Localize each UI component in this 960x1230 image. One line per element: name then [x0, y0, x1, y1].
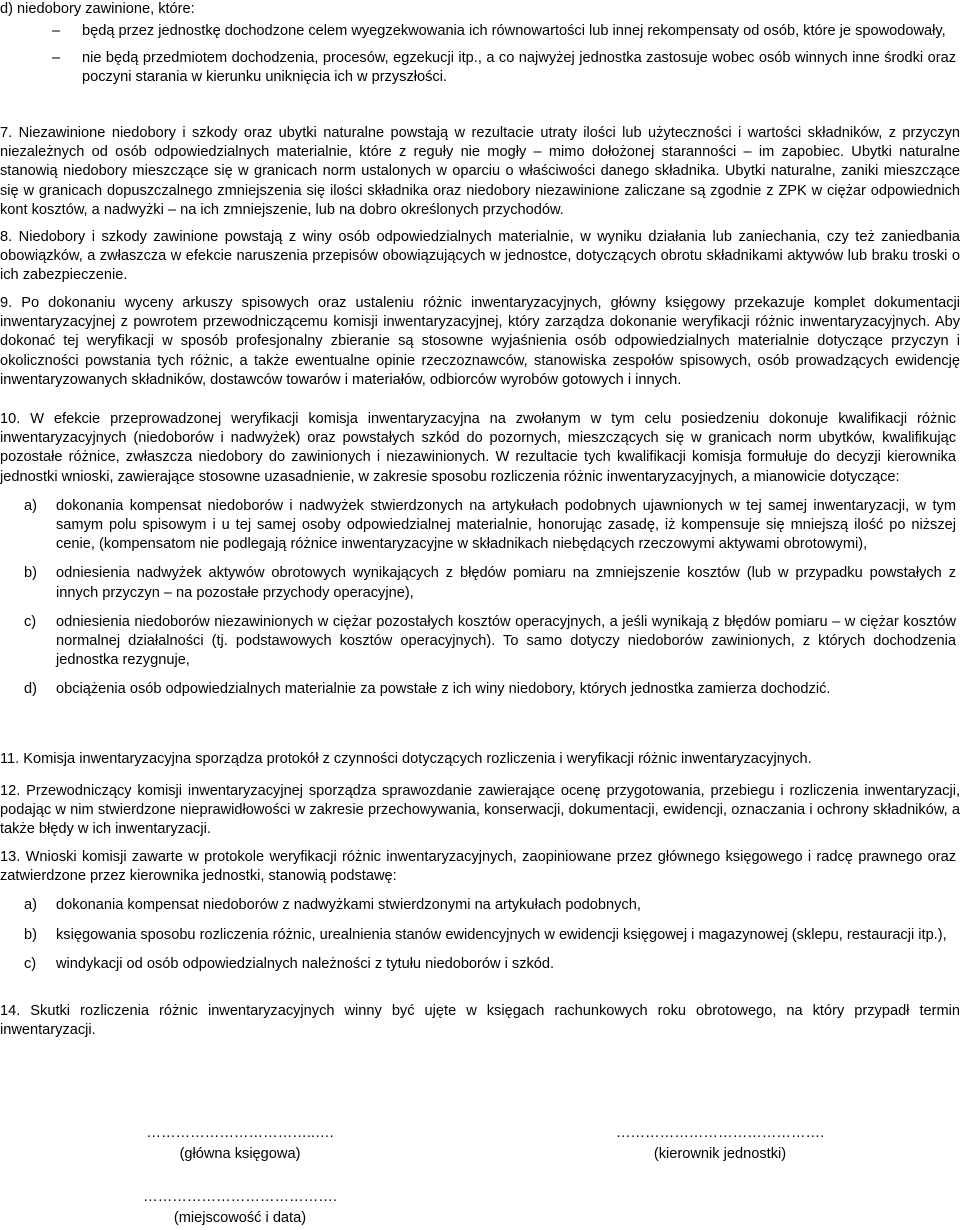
dash-marker: –: [52, 50, 61, 67]
list-item: [0, 49, 960, 87]
paragraph-10-block: [0, 410, 960, 700]
list-item: [0, 564, 960, 602]
list-item: [0, 613, 960, 671]
paragraph-11: 11. Komisja inwentaryzacyjna sporządza protokół z czynności dotyczących rozliczenia i weryfikacji różnic inwentaryzacyjnych.: [0, 751, 812, 767]
list-item-text: odniesienia niedoborów niezawinionych w ciężar pozostałych kosztów operacyjnych, a jeśli wynikają z błędów pomiaru – w ciężar kosztów normalnej działalności (tj. podstawowych kosztów operacyjnych). To samo dotyczy niedoborów zawinionych, z których dochodzenia jednostka rezygnuje,: [56, 613, 956, 669]
item-letter: b): [24, 565, 37, 582]
signature-label: (kierownik jednostki): [653, 1146, 787, 1163]
paragraph-14: 14. Skutki rozliczenia różnic inwentaryzacyjnych winny być ujęte w księgach rachunkowych roku obrotowego, na który przypadł termin inwentaryzacji.: [0, 1003, 960, 1039]
item-letter: a): [24, 897, 37, 914]
dash-marker: –: [52, 23, 61, 39]
list-item: [0, 896, 960, 915]
list-item: [0, 955, 960, 974]
signature-director: [540, 1124, 900, 1164]
signature-line: ………………………………….: [143, 1189, 337, 1205]
list-item-text: obciążenia osób odpowiedzialnych materialnie za powstałe z ich winy niedobory, których jednostka zamierza dochodzić.: [56, 681, 831, 698]
signature-place-date: [60, 1188, 420, 1228]
list-item-text: będą przez jednostkę dochodzone celem wyegzekwowania ich równowartości lub innej rekompensaty od osób, które je spowodowały,: [82, 23, 946, 39]
list-item-text: księgowania sposobu rozliczenia różnic, urealnienia stanów ewidencyjnych w ewidencji księgowej i magazynowej (sklepu, restauracji itp.),: [56, 926, 947, 943]
item-letter: b): [24, 926, 37, 943]
list-item-text: odniesienia nadwyżek aktywów obrotowych wynikających z błędów pomiaru na zmniejszenie kosztów (lub w przypadku powstałych z innych przyczyn – na pozostałe przychody operacyjne),: [56, 565, 956, 601]
paragraph-13: 13. Wnioski komisji zawarte w protokole weryfikacji różnic inwentaryzacyjnych, zaopiniowane przez głównego księgowego i radcę prawnego oraz zatwierdzone przez kierownika jednostki, stanowią podstawę:: [0, 849, 956, 885]
list-item: [0, 497, 960, 555]
paragraph-10: 10. W efekcie przeprowadzonej weryfikacji komisja inwentaryzacyjna na zwołanym w tym celu posiedzeniu dokonuje kwalifikacji różnic inwentaryzacyjnych (niedoborów i nadwyżek) oraz powstałych szkód do pozornych, mieszczących się w granicach norm ubytków, kwalifikując pozostałe różnice, zwłaszcza niedobory do zawinionych i niezawinionych. W rezultacie tych kwalifikacji komisja formułuje do decyzji kierownika jednostki wnioski, zawierające stosowne uzasadnienie, w zakresie sposobu rozliczenia różnic inwentaryzacyjnych, a mianowicie dotyczące:: [0, 411, 956, 485]
list-item: [0, 22, 960, 41]
signature-accountant: [60, 1124, 420, 1164]
list-item: [0, 926, 960, 945]
list-item: [0, 680, 960, 699]
signature-label: (główna księgowa): [179, 1146, 301, 1163]
signature-line: …………………………………….: [615, 1125, 825, 1141]
list-item-text: dokonania kompensat niedoborów i nadwyżek stwierdzonych na artykułach podobnych ujawnionych w tej samej inwentaryzacji, w tym samym polu spisowym i u tej samej osoby odpowiedzialnej materialnie, honorując zasadę, iż kompensuje się mniejszą ilość po niższej cenie, (kompensatom nie podlegają różnice inwentaryzacyjne w składnikach niebędących rzeczowymi aktywami obrotowymi),: [56, 497, 956, 553]
paragraph-9: 9. Po dokonaniu wyceny arkuszy spisowych oraz ustaleniu różnic inwentaryzacyjnych, główny księgowy przekazuje komplet dokumentacji inwentaryzacyjnej z powrotem przewodniczącemu komisji inwentaryzacyjnej, który zarządza dokonanie weryfikacji różnic inwentaryzacyjnych. Aby dokonać tej weryfikacji w sposób profesjonalny zbieranie są stosowne wyjaśnienia osób odpowiedzialnych materialnie dotyczące przyczyn i okoliczności powstania tych różnic, a także ewentualne opinie rzeczoznawców, stanowiska zespołów spisowych, osób prowadzących ewidencję inwentaryzowanych składników, dostawców towarów i materiałów, odbiorców wyrobów gotowych i innych.: [0, 295, 960, 388]
list-item-text: nie będą przedmiotem dochodzenia, procesów, egzekucji itp., a co najwyżej jednostka zastosuje wobec osób winnych inne środki oraz poczyni starania w kierunku uniknięcia ich w przyszłości.: [82, 50, 956, 86]
signature-label: (miejscowość i data): [173, 1210, 307, 1227]
item-letter: d): [24, 681, 37, 698]
paragraph-7: 7. Niezawinione niedobory i szkody oraz ubytki naturalne powstają w rezultacie utraty ilości lub użyteczności i wartości składników, z przyczyn niezależnych od osób odpowiedzialnych materialnie, które z reguły nie mogły – mimo dołożonej staranności – im zapobiec. Ubytki naturalne stanowią niedobory mieszczące się w granicach norm ustalonych w oparciu o właściwości danego składnika. Ubytki naturalne, zaniki mieszczące się w granicach dopuszczalnego zmniejszenia się ilości składnika oraz niedobory niezawinione zaliczane są zgodnie z ZPK w ciężar odpowiednich kont kosztów, a nadwyżki – na ich zmniejszenie, lub na dobro określonych przychodów.: [0, 125, 960, 218]
paragraph-12: 12. Przewodniczący komisji inwentaryzacyjnej sporządza sprawozdanie zawierające ocenę przygotowania, przebiegu i rozliczenia inwentaryzacji, podając w nim stwierdzone nieprawidłowości w zakresie przechowywania, konserwacji, dokumentacji, ewidencji, oznaczania i ochrony składników, a także błędy w ich inwentaryzacji.: [0, 783, 960, 838]
section-heading: d) niedobory zawinione, które:: [0, 1, 195, 17]
list-item-text: windykacji od osób odpowiedzialnych należności z tytułu niedoborów i szkód.: [56, 955, 555, 972]
signature-line: ……………………………..….: [146, 1125, 334, 1141]
item-letter: c): [24, 955, 37, 972]
list-item-text: dokonania kompensat niedoborów z nadwyżkami stwierdzonymi na artykułach podobnych,: [56, 897, 641, 914]
paragraph-8: 8. Niedobory i szkody zawinione powstają z winy osób odpowiedzialnych materialnie, w wyniku działania lub zaniechania, czy też zaniedbania obowiązków, a zwłaszcza w efekcie naruszenia przepisów obowiązujących w jednostce, dotyczących obrotu składnikami aktywów lub braku troski o ich zabezpieczenie.: [0, 229, 960, 284]
item-letter: c): [24, 613, 37, 630]
bullet-list: [0, 22, 960, 96]
paragraph-13-block: [0, 848, 960, 974]
item-letter: a): [24, 497, 37, 514]
